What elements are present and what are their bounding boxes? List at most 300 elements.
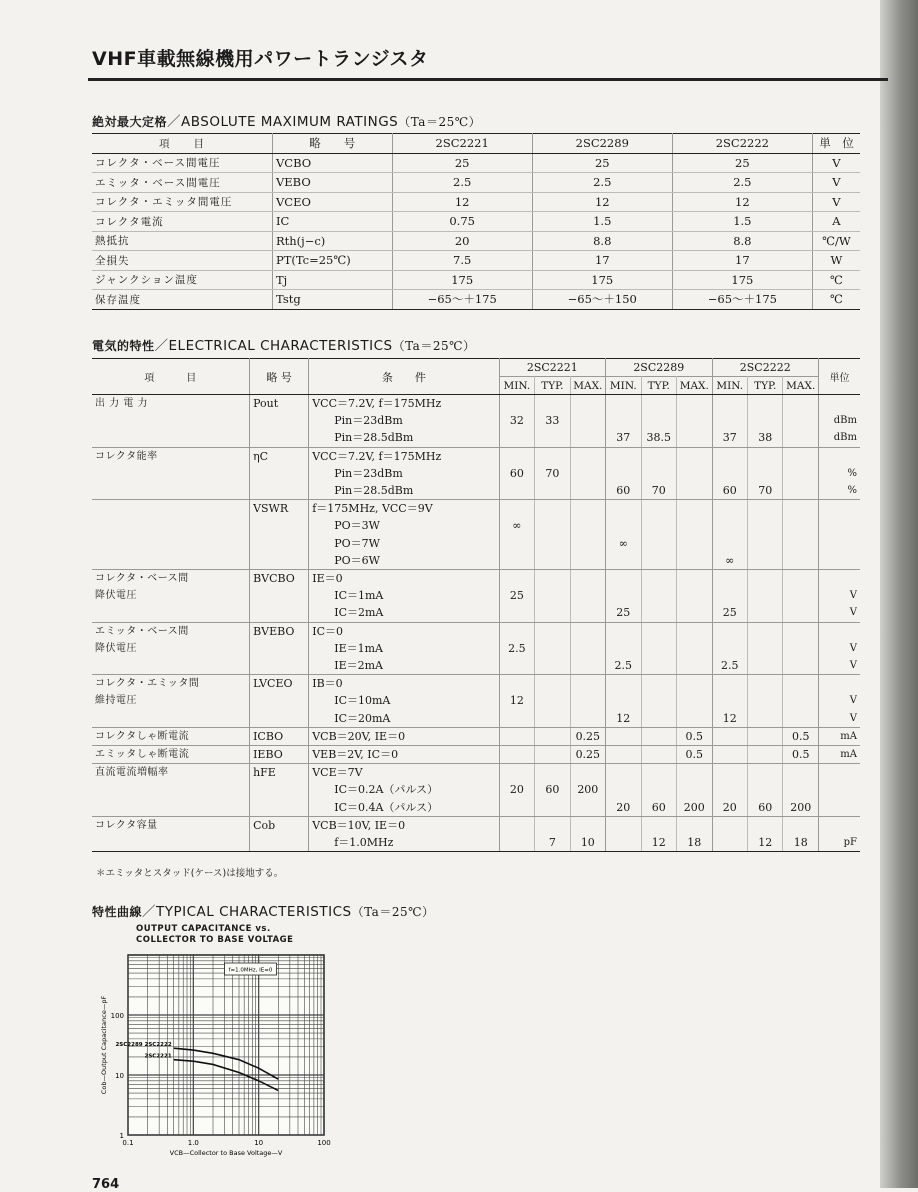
elec-value-line [749, 517, 781, 534]
elec-value [606, 727, 641, 745]
elec-symbol: VSWR [250, 500, 309, 570]
elec-value-line [643, 675, 675, 692]
elec-item-line: コレクタ能率 [95, 450, 158, 462]
elec-value [677, 727, 712, 745]
elec-value-line [749, 640, 781, 657]
elec-value-line [536, 623, 568, 640]
elec-condition [309, 675, 499, 728]
elec-unit-line: dBm [833, 415, 857, 427]
elec-value-line: 25 [509, 589, 524, 603]
elec-value-line [501, 834, 533, 851]
elec-value-line: 20 [722, 800, 737, 814]
elec-value [535, 746, 570, 764]
col-2sc2289: 2SC2289 [532, 134, 672, 154]
elec-value [499, 500, 534, 570]
elec-value-line [501, 535, 533, 552]
elec-value-line [714, 834, 746, 851]
abs-max-symbol: IC [272, 212, 392, 232]
elec-value [570, 675, 605, 728]
elec-value-line: 10 [580, 836, 595, 850]
elec-value [748, 622, 783, 675]
elec-value-line [607, 517, 639, 534]
elec-heading-en: ／ELECTRICAL CHARACTERISTICS [154, 338, 393, 354]
elec-value [712, 816, 747, 851]
title-rule [88, 78, 888, 81]
elec-value-line [714, 587, 746, 604]
elec-value-line: 0.5 [685, 748, 704, 762]
elec-value-line [643, 710, 675, 727]
elec-value [499, 622, 534, 675]
elec-unit [818, 500, 860, 570]
elec-condition-line: VCB＝20V, IE＝0 [312, 729, 406, 743]
elec-value [783, 746, 818, 764]
elec-value-line [678, 517, 710, 534]
elec-condition-line: VCB＝10V, IE＝0 [312, 818, 406, 832]
elec-value-line [572, 675, 604, 692]
elec-value [641, 395, 676, 448]
elec-value-line [536, 675, 568, 692]
elec-unit [818, 570, 860, 623]
elec-value-line [678, 817, 710, 834]
elec-value [570, 816, 605, 851]
elec-value-line [536, 429, 568, 446]
elec-value [748, 447, 783, 500]
abs-max-value-2sc2289: 1.5 [532, 212, 672, 232]
elec-condition [309, 746, 499, 764]
elec-subcol-max: MAX. [677, 377, 712, 395]
elec-value-line: 0.25 [575, 729, 601, 743]
elec-condition-line: f＝1.0MHz [334, 836, 394, 850]
elec-value [570, 622, 605, 675]
elec-subcol-typ: TYP. [535, 377, 570, 395]
elec-value [641, 816, 676, 851]
elec-value [712, 447, 747, 500]
elec-condition [309, 764, 499, 817]
abs-max-item: 全損失 [92, 251, 272, 271]
elec-unit-line [822, 395, 857, 412]
elec-value [535, 622, 570, 675]
elec-value-line: 18 [687, 836, 702, 850]
elec-value-line [643, 623, 675, 640]
elec-col-dev-c: 2SC2222 [712, 359, 818, 377]
elec-value-line [714, 465, 746, 482]
elec-value-line [749, 604, 781, 621]
elec-symbol: ηC [250, 447, 309, 500]
elec-value-line [501, 728, 533, 745]
elec-value-line: 12 [758, 836, 773, 850]
elec-row [92, 447, 860, 500]
col-item: 項 目 [92, 134, 272, 154]
elec-condition-line: IC＝2mA [334, 606, 384, 620]
elec-value [606, 746, 641, 764]
elec-unit-line: % [847, 467, 857, 479]
elec-item-line: エミッタしゃ断電流 [95, 749, 190, 761]
elec-value [641, 570, 676, 623]
elec-value-line [643, 604, 675, 621]
elec-row [92, 746, 860, 764]
abs-max-value-2sc2222: 8.8 [672, 231, 812, 251]
elec-value-line [607, 570, 639, 587]
elec-value-line [678, 429, 710, 446]
elec-value [570, 395, 605, 448]
elec-value-line [607, 817, 639, 834]
elec-value-line [501, 500, 533, 517]
abs-max-value-2sc2289: 175 [532, 270, 672, 290]
elec-value-line [784, 570, 816, 587]
annotation-text: f=1.0MHz, IE=0 [228, 967, 273, 974]
abs-max-item: コレクタ電流 [92, 212, 272, 232]
elec-value-line [749, 500, 781, 517]
elec-unit-line: mA [840, 730, 857, 742]
elec-value-line [714, 535, 746, 552]
elec-value-line [501, 552, 533, 569]
elec-value [677, 570, 712, 623]
abs-max-value-2sc2222: 12 [672, 192, 812, 212]
elec-value-line: 2.5 [721, 659, 739, 673]
elec-value-line: 2.5 [508, 641, 526, 655]
elec-value-line [501, 657, 533, 674]
elec-value-line [749, 412, 781, 429]
elec-condition-line: IC＝0.4A（パルス） [334, 800, 439, 814]
col-unit: 単 位 [812, 134, 860, 154]
elec-condition-line: IE＝0 [312, 572, 343, 586]
elec-value-line: 12 [651, 836, 666, 850]
elec-value-line [572, 552, 604, 569]
elec-value-line [714, 395, 746, 412]
elec-subcol-max: MAX. [570, 377, 605, 395]
elec-value [641, 746, 676, 764]
abs-max-value-2sc2221: 0.75 [392, 212, 532, 232]
elec-value [535, 570, 570, 623]
abs-max-unit: ℃ [812, 270, 860, 290]
elec-value-line [536, 587, 568, 604]
elec-value-line [714, 781, 746, 798]
elec-value-line [643, 587, 675, 604]
typical-heading [92, 900, 435, 920]
elec-value-line [643, 395, 675, 412]
elec-condition-line: IC＝0.2A（パルス） [334, 783, 439, 797]
elec-symbol: IEBO [250, 746, 309, 764]
capacitance-chart [96, 945, 336, 1160]
elec-value [783, 816, 818, 851]
elec-value-line [678, 535, 710, 552]
elec-value-line [607, 640, 639, 657]
elec-condition-line: IC＝1mA [334, 589, 384, 603]
elec-symbol: BVCBO [250, 570, 309, 623]
elec-value-line [536, 746, 568, 763]
elec-value-line [607, 500, 639, 517]
elec-value-line [607, 764, 639, 781]
elec-value-line [749, 587, 781, 604]
elec-condition-line: Pin＝28.5dBm [334, 484, 414, 498]
elec-value-line [572, 764, 604, 781]
x-tick-label: 10 [254, 1139, 264, 1147]
elec-value-line [607, 395, 639, 412]
elec-col-dev-a: 2SC2221 [499, 359, 605, 377]
elec-value-line: 38 [758, 431, 773, 445]
elec-value [606, 622, 641, 675]
elec-unit-line: V [849, 712, 857, 724]
elec-value [535, 500, 570, 570]
elec-value-line [536, 799, 568, 816]
elec-value-line: ∞ [512, 519, 522, 533]
elec-value-line [501, 746, 533, 763]
elec-value-line [643, 692, 675, 709]
elec-unit-line: V [849, 695, 857, 707]
elec-row [92, 570, 860, 623]
elec-value-line [784, 552, 816, 569]
elec-value [535, 816, 570, 851]
elec-value [677, 500, 712, 570]
elec-value-line: 20 [509, 783, 524, 797]
elec-item [92, 622, 250, 675]
abs-max-value-2sc2289: 2.5 [532, 173, 672, 193]
elec-value-line [714, 675, 746, 692]
elec-item [92, 500, 250, 570]
elec-value-line [714, 448, 746, 465]
elec-value [606, 764, 641, 817]
footnote: ＊エミッタとスタッド(ケース)は接地する。 [96, 868, 284, 879]
elec-value [570, 746, 605, 764]
abs-max-unit: W [812, 251, 860, 271]
page-number: 764 [92, 1177, 120, 1192]
elec-value-line [536, 640, 568, 657]
abs-max-symbol: VCBO [272, 153, 392, 173]
elec-condition [309, 395, 499, 448]
elec-value-line [678, 395, 710, 412]
elec-value [748, 500, 783, 570]
abs-max-value-2sc2289: 17 [532, 251, 672, 271]
elec-condition-line: VCE＝7V [312, 766, 363, 780]
elec-value-line [714, 692, 746, 709]
elec-value [606, 570, 641, 623]
elec-value-line [501, 429, 533, 446]
series-label: 2SC2221 [144, 1053, 172, 1060]
elec-value-line [678, 465, 710, 482]
elec-value [712, 500, 747, 570]
elec-unit-line [822, 675, 857, 692]
abs-max-row [92, 290, 860, 310]
elec-value-line [678, 692, 710, 709]
elec-value-line [784, 587, 816, 604]
elec-value-line [607, 746, 639, 763]
elec-value [677, 447, 712, 500]
elec-row [92, 395, 860, 448]
abs-max-unit: A [812, 212, 860, 232]
abs-max-value-2sc2289: 25 [532, 153, 672, 173]
elec-row [92, 727, 860, 745]
elec-subcol-typ: TYP. [748, 377, 783, 395]
elec-value [641, 727, 676, 745]
elec-value [677, 764, 712, 817]
elec-value-line [678, 623, 710, 640]
elec-value-line [643, 746, 675, 763]
elec-value [783, 622, 818, 675]
elec-value [570, 727, 605, 745]
elec-value-line [501, 623, 533, 640]
elec-unit-line [822, 448, 857, 465]
abs-max-unit: V [812, 192, 860, 212]
abs-max-value-2sc2221: −65～＋175 [392, 290, 532, 310]
elec-value-line [749, 781, 781, 798]
graph-title [136, 924, 293, 946]
elec-value [712, 727, 747, 745]
elec-item-line: コレクタ・エミッタ間 [95, 678, 200, 690]
elec-value-line [572, 465, 604, 482]
elec-value-line: 60 [651, 800, 666, 814]
elec-row [92, 675, 860, 728]
elec-value-line [501, 675, 533, 692]
graph-title-line-1: OUTPUT CAPACITANCE vs. [136, 924, 271, 934]
elec-value-line: 60 [545, 783, 560, 797]
elec-condition [309, 727, 499, 745]
elec-value [748, 727, 783, 745]
elec-value-line [784, 412, 816, 429]
elec-value-line: 0.5 [685, 729, 704, 743]
elec-value-line [607, 675, 639, 692]
elec-value-line [536, 482, 568, 499]
elec-value-line: 60 [509, 466, 524, 480]
elec-value-line [536, 692, 568, 709]
elec-value-line [572, 517, 604, 534]
elec-value [570, 447, 605, 500]
elec-value-line [749, 728, 781, 745]
elec-unit [818, 447, 860, 500]
abs-max-heading-jp: 絶対最大定格 [92, 115, 168, 129]
elec-value [606, 395, 641, 448]
elec-col-cond: 条 件 [309, 359, 499, 395]
elec-value-line: 20 [616, 800, 631, 814]
elec-value-line [643, 781, 675, 798]
abs-max-value-2sc2289: 8.8 [532, 231, 672, 251]
elec-value-line: 0.5 [791, 729, 810, 743]
elec-condition-line: PO＝6W [334, 553, 380, 567]
elec-unit-line [822, 764, 857, 781]
elec-value-line: 32 [509, 414, 524, 428]
elec-value-line [714, 412, 746, 429]
elec-value [499, 764, 534, 817]
typical-heading-en: ／TYPICAL CHARACTERISTICS [142, 904, 352, 920]
elec-value-line [572, 692, 604, 709]
elec-value [606, 675, 641, 728]
elec-value-line [572, 799, 604, 816]
abs-max-item: 保存温度 [92, 290, 272, 310]
elec-item-line: 維持電圧 [95, 695, 137, 707]
elec-value [535, 764, 570, 817]
abs-max-value-2sc2221: 25 [392, 153, 532, 173]
elec-value-line [536, 395, 568, 412]
elec-value-line [572, 535, 604, 552]
abs-max-unit: V [812, 153, 860, 173]
elec-value-line [536, 710, 568, 727]
elec-value-line: 2.5 [614, 659, 633, 673]
elec-value-line [784, 517, 816, 534]
elec-value-line [501, 764, 533, 781]
elec-col-unit: 単位 [818, 359, 860, 395]
elec-value-line [749, 465, 781, 482]
elec-symbol: hFE [250, 764, 309, 817]
elec-item [92, 816, 250, 851]
elec-value [748, 746, 783, 764]
elec-row [92, 764, 860, 817]
elec-subcol-max: MAX. [783, 377, 818, 395]
elec-value-line [501, 482, 533, 499]
elec-unit-line [822, 535, 857, 552]
x-tick-label: 100 [317, 1139, 331, 1147]
elec-value-line [749, 552, 781, 569]
elec-value [499, 746, 534, 764]
y-tick-label: 10 [115, 1072, 124, 1080]
elec-value-line [678, 764, 710, 781]
elec-item [92, 764, 250, 817]
elec-value-line [572, 604, 604, 621]
elec-value-line: 12 [722, 711, 737, 725]
elec-value [641, 447, 676, 500]
elec-condition [309, 447, 499, 500]
elec-subcol-min: MIN. [499, 377, 534, 395]
elec-value-line [749, 746, 781, 763]
elec-value-line [607, 692, 639, 709]
elec-value-line [749, 692, 781, 709]
abs-max-value-2sc2289: 12 [532, 192, 672, 212]
abs-max-row [92, 153, 860, 173]
elec-value-line [678, 587, 710, 604]
elec-value [606, 816, 641, 851]
elec-value-line [501, 448, 533, 465]
elec-value [783, 395, 818, 448]
elec-condition-line: IC＝20mA [334, 711, 391, 725]
elec-item [92, 395, 250, 448]
col-2sc2222: 2SC2222 [672, 134, 812, 154]
elec-value [677, 816, 712, 851]
elec-value-line: 7 [548, 836, 556, 850]
elec-row [92, 500, 860, 570]
elec-condition-line: Pin＝23dBm [334, 466, 403, 480]
elec-value-line [607, 623, 639, 640]
elec-value-line [678, 412, 710, 429]
elec-unit-line: V [849, 607, 857, 619]
elec-value-line [572, 448, 604, 465]
elec-unit-line [822, 552, 857, 569]
elec-value-line [714, 817, 746, 834]
x-tick-label: 0.1 [122, 1139, 134, 1147]
abs-max-item: ジャンクション温度 [92, 270, 272, 290]
elec-value-line [643, 570, 675, 587]
elec-value-line [572, 640, 604, 657]
abs-max-value-2sc2222: 25 [672, 153, 812, 173]
elec-value-line: 60 [616, 483, 631, 497]
abs-max-row [92, 192, 860, 212]
elec-value-line [714, 500, 746, 517]
elec-value [499, 395, 534, 448]
elec-value-line [572, 817, 604, 834]
elec-value-line [501, 570, 533, 587]
elec-value-line [749, 395, 781, 412]
elec-condition-line: VEB＝2V, IC＝0 [312, 748, 399, 762]
elec-value-line [749, 448, 781, 465]
elec-value [712, 622, 747, 675]
elec-value-line [536, 552, 568, 569]
abs-max-row [92, 231, 860, 251]
elec-unit-line: V [849, 642, 857, 654]
elec-item-line: エミッタ・ベース間 [95, 625, 189, 637]
elec-value-line: 0.25 [575, 748, 601, 762]
elec-value-line: 18 [793, 836, 808, 850]
elec-item-line: 降伏電圧 [95, 590, 137, 602]
elec-value [499, 816, 534, 851]
elec-unit-line: % [847, 484, 857, 496]
elec-value-line [536, 764, 568, 781]
